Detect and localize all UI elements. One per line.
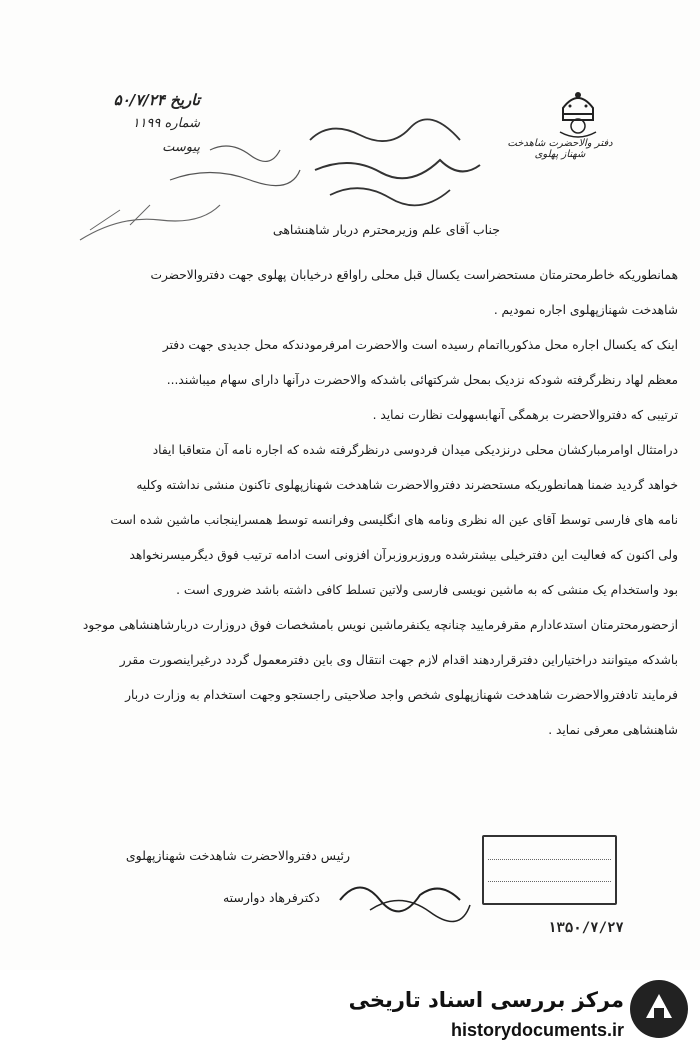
archive-name: مرکز بررسی اسناد تاریخی <box>348 988 624 1012</box>
stamp-date: ۱۳۵۰/۷/۲۷ <box>548 920 624 936</box>
body-line: فرمایند تادفتروالاحضرت شاهدخت شهنازپهلوی شخص واجد صلاحیتی راجستجو وجهت استخدام به وزارت دربار <box>125 688 678 702</box>
body-line: معظم لهاد رنظرگرفته شودکه نزدیک بمحل شرکتهائی باشدکه والاحضرت درآنها دارای سهام میباشند... <box>166 373 678 387</box>
addressee: جناب آقای علم وزیرمحترم دربار شاهنشاهی <box>272 222 500 237</box>
signer-title: رئیس دفتروالاحضرت شاهدخت شهنازپهلوی <box>125 848 350 863</box>
attachment-label: پیوست <box>162 140 200 155</box>
stamp-row <box>488 841 611 860</box>
body-line: ازحضورمحترمتان استدعادارم مقرفرمایید چنانچه یکنفرماشین نویس بامشخصات فوق دروزارت دربارشاهنشاهی موجود <box>82 618 678 632</box>
body-line: اینک که یکسال اجاره محل مذکوربااتمام رسیده است والاحضرت امرفرمودندکه محل جدیدی جهت دفتر <box>162 338 678 352</box>
body-line: بود واستخدام یک منشی که به ماشین نویسی فارسی ولاتین تسلط کافی داشته باشد ضروری است . <box>176 583 678 597</box>
body-line: شاهنشاهی معرفی نماید . <box>548 723 678 737</box>
body-line: باشدکه میتوانند دراختیاراین دفترقراردهند اقدام لازم جهت انتقال وی باین دفترمعمول گردد درغیراینصورت مقرر <box>119 653 678 667</box>
signer-name: دکترفرهاد دوارسته <box>222 890 320 905</box>
archive-logo-icon <box>628 978 690 1040</box>
letter-body <box>22 268 678 758</box>
crown-emblem-icon <box>555 86 601 140</box>
letter-date: تاریخ ۵۰/۷/۲۴ <box>113 91 200 109</box>
receipt-stamp <box>482 835 617 905</box>
office-line: دفتر والاحضرت شاهدخت شهناز پهلوی <box>507 138 613 160</box>
archive-url: historydocuments.ir <box>450 1020 624 1040</box>
body-line: شاهدخت شهنازپهلوی اجاره نمودیم . <box>493 303 678 317</box>
stamp-row <box>488 863 611 882</box>
handwritten-signature <box>330 860 480 930</box>
body-line: ولی اکنون که فعالیت این دفترخیلی بیشترشده وروزبروزبرآن افزونی است ادامه ترتیب فوق دیگرمیسرنخواهد <box>129 548 678 562</box>
body-line: ترتیبی که دفتروالاحضرت برهمگی آنهابسهولت نظارت نماید . <box>372 408 678 422</box>
letter-number: شماره ۱۱۹۹ <box>132 116 200 131</box>
body-line: همانطوریکه خاطرمحترمتان مستحضراست یکسال قبل محلی راواقع درخیابان پهلوی جهت دفتروالاحضرت <box>150 268 678 282</box>
body-line: درامتثال اوامرمبارکشان محلی درنزدیکی میدان فردوسی درنظرگرفته شده که اجاره نامه آن متعاقبا ایفاد <box>152 443 678 457</box>
body-line: خواهد گردید ضمنا همانطوریکه مستحضرند دفتروالاحضرت شاهدخت شهنازپهلوی تاکنون منشی نداشته وکلیه <box>136 478 678 492</box>
body-line: نامه های فارسی توسط آقای عین اله نظری ونامه های انگلیسی وفرانسه توسط همسراینجانب ماشین شده است <box>110 513 678 527</box>
